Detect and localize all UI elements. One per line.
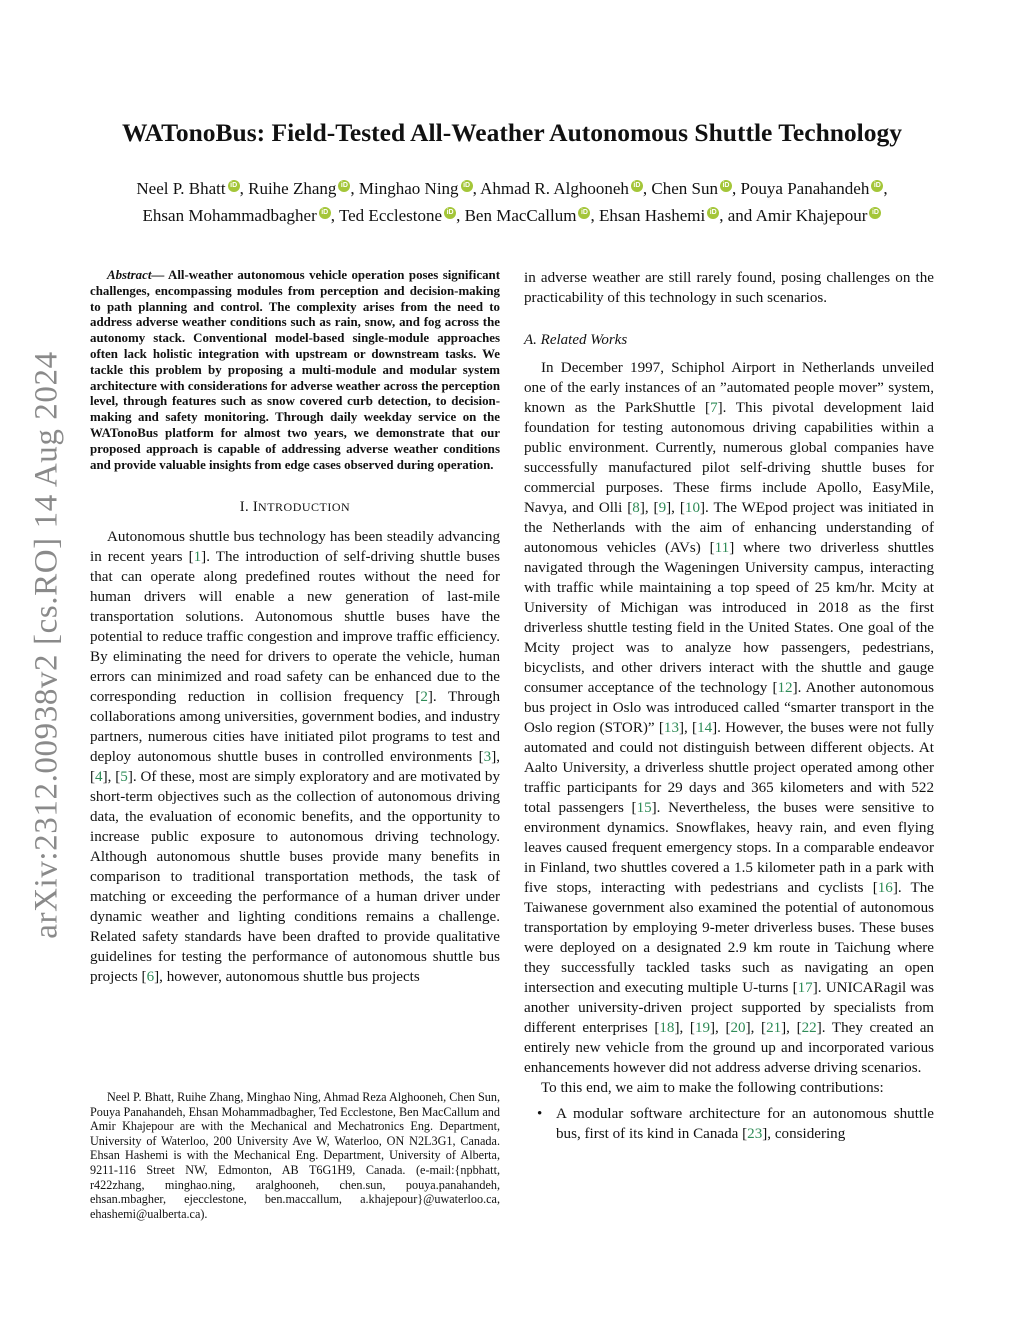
author-name: Pouya Panahandeh bbox=[740, 179, 870, 198]
abstract-text: All-weather autonomous vehicle operation poses significant challenges, encompassing modules from perception and decision-making to path planning and control. The complexity arises from the need to address adverse weather conditions such as rain, snow, and fog across the autonomy stack. Conventional model-based single-module approaches often lack holistic integration with upstream or downstream tasks. We tackle this problem by proposing a multi-module and modular system architecture with considerations for adverse weather across the perception level, through features such as snow covered curb detection, to decision-making and safety monitoring. Through daily weekday service on the WATonoBus platform for almost two years, we demonstrate that our proposed approach is capable of addressing adverse weather conditions and provide valuable insights from edge cases observed during operation. bbox=[90, 268, 500, 472]
author-list bbox=[70, 175, 954, 229]
text-run: ], [ bbox=[745, 1020, 767, 1036]
text-run: ]. Of these, most are simply exploratory and are motivated by short-term objectives such as the collection of autonomous driving data, the evaluation of economic benefits, and the opportunity to increase public exposure to autonomous driving technology. Although autonomous shuttle buses provide many benefits in comparison to traditional transportation methods, the task of matching or exceeding the performance of a human driver under dynamic weather and lighting conditions remains a challenge. Related safety standards have been drafted to provide qualitative guidelines for testing the performance of autonomous shuttle bus projects [ bbox=[90, 769, 500, 986]
bullet-text bbox=[556, 1106, 934, 1142]
text-run: ], [ bbox=[90, 749, 500, 786]
abstract-label: Abstract bbox=[107, 268, 152, 282]
left-column bbox=[90, 268, 500, 987]
citation-link[interactable]: 20 bbox=[730, 1020, 746, 1036]
text-run: ], [ bbox=[781, 1020, 802, 1036]
orcid-icon[interactable]: iD bbox=[338, 180, 350, 192]
author-separator: , bbox=[239, 179, 249, 198]
citation-link[interactable]: 14 bbox=[697, 720, 713, 736]
contributions-intro: To this end, we aim to make the following contributions: bbox=[541, 1080, 884, 1096]
related-works-paragraph bbox=[524, 358, 934, 1078]
author-separator: , bbox=[883, 179, 888, 198]
author-separator: , bbox=[456, 206, 465, 225]
subsection-heading-related-works: A. Related Works bbox=[524, 332, 628, 348]
text-run: ]. They created an entirely new vehicle from the ground up and incorporated various enhancements however did not address adverse driving scenarios. bbox=[524, 1020, 934, 1076]
citation-link[interactable]: 9 bbox=[658, 500, 667, 516]
text-run: ]. Nevertheless, the buses were sensitive to environment dynamics. Snowflakes, heavy rain, and even flying leaves caused frequent emergency stops. In a comparable endeavor in Finland, two shuttles covered a 1.5 kilometer path in a park with five stops, interacting with pedestrians and cyclists [ bbox=[524, 800, 934, 896]
citation-link[interactable]: 3 bbox=[483, 749, 492, 766]
author-name: Ehsan Hashemi bbox=[598, 206, 706, 225]
citation-link[interactable]: 12 bbox=[777, 680, 793, 696]
orcid-icon[interactable]: iD bbox=[707, 207, 719, 219]
citation-link[interactable]: 13 bbox=[663, 720, 679, 736]
citation-link[interactable]: 22 bbox=[801, 1020, 817, 1036]
citation-link[interactable]: 1 bbox=[193, 549, 202, 566]
section-title-first: I bbox=[252, 499, 259, 516]
orcid-icon[interactable]: iD bbox=[869, 207, 881, 219]
author-name: Ehsan Mohammadbagher bbox=[142, 206, 317, 225]
author-line-2 bbox=[70, 202, 954, 229]
text-run: ], [ bbox=[674, 1020, 695, 1036]
author-separator: , bbox=[731, 179, 741, 198]
author-separator: , bbox=[330, 206, 339, 225]
author-name: Minghao Ning bbox=[358, 179, 459, 198]
abstract bbox=[90, 268, 500, 473]
author-line-1 bbox=[70, 175, 954, 202]
citation-link[interactable]: 19 bbox=[694, 1020, 711, 1036]
author-name: Ted Ecclestone bbox=[338, 206, 443, 225]
author-separator: , bbox=[590, 206, 599, 225]
right-column bbox=[524, 268, 934, 1144]
intro-paragraph bbox=[90, 527, 500, 987]
citation-link[interactable]: 21 bbox=[766, 1020, 782, 1036]
section-number: I. bbox=[239, 499, 253, 516]
text-run: ]. The introduction of self-driving shuttle buses that can operate along predefined routes without the need for human drivers will enable a new generation of last-mile transportation solutions. Autonomous shuttle buses have the potential to reduce traffic congestion and improve traffic efficiency. By eliminating the need for drivers to operate the vehicle, human errors can minimized and road safety can be enhanced due to the corresponding reduction in collision frequency [ bbox=[90, 549, 500, 706]
text-run: ], [ bbox=[639, 500, 659, 516]
orcid-icon[interactable]: iD bbox=[578, 207, 590, 219]
citation-link[interactable]: 7 bbox=[710, 400, 718, 416]
citation-link[interactable]: 15 bbox=[636, 800, 652, 816]
author-separator: , bbox=[350, 179, 359, 198]
text-run: ]. The Taiwanese government also examined the potential of autonomous transportation by employing 9-meter driverless buses. These buses were deployed on a designated 2.9 km route in Taichung where they successfully tackled tasks such as navigating an open intersection and executing multiple U-turns [ bbox=[524, 880, 934, 996]
text-run: ], [ bbox=[710, 1020, 731, 1036]
text-run: ]. Through collaborations among universities, government bodies, and industry partners, numerous cities have initiated pilot programs to test and deploy autonomous shuttle buses in controlled environments [ bbox=[90, 689, 500, 766]
text-run: ], [ bbox=[102, 769, 121, 786]
text-run: ], considering bbox=[762, 1126, 846, 1142]
text-run: ], [ bbox=[678, 720, 698, 736]
text-run: ]. UNICARagil was another university-driven project supported by specialists from different enterprises [ bbox=[524, 980, 934, 1036]
text-run: ]. This pivotal development laid foundation for testing autonomous driving capabilities within a public environment. Currently, numerous global companies have successfully manufactured pilot self-driving shuttle buses for commercial purposes. These firms include Apollo, EasyMile, Navya, and Olli [ bbox=[524, 400, 935, 516]
citation-link[interactable]: 5 bbox=[120, 769, 128, 786]
author-separator: , bbox=[472, 179, 481, 198]
citation-link[interactable]: 11 bbox=[714, 540, 730, 556]
orcid-icon[interactable]: iD bbox=[444, 207, 456, 219]
text-run: Autonomous shuttle bus technology has been steadily advancing in recent years [ bbox=[90, 529, 500, 566]
orcid-icon[interactable]: iD bbox=[720, 180, 732, 192]
text-run: ]. Another autonomous bus project in Oslo was introduced called “smarter transport in the Oslo region (STOR)” [ bbox=[524, 680, 934, 736]
citation-link[interactable]: 23 bbox=[747, 1126, 763, 1142]
citation-link[interactable]: 6 bbox=[146, 969, 155, 986]
orcid-icon[interactable]: iD bbox=[461, 180, 473, 192]
author-name: Neel P. Bhatt bbox=[136, 179, 226, 198]
orcid-icon[interactable]: iD bbox=[228, 180, 240, 192]
text-run: ], however, autonomous shuttle bus projects bbox=[154, 969, 420, 986]
author-name: Chen Sun bbox=[651, 179, 718, 198]
text-run: ]. The WEpod project was initiated in the Netherlands with the aim of enhancing understanding of autonomous vehicles (AVs) [ bbox=[524, 500, 934, 556]
author-name: Ben MacCallum bbox=[464, 206, 577, 225]
intro-continuation: in adverse weather are still rarely found, posing challenges on the practicability of this technology in such scenarios. bbox=[524, 270, 934, 306]
citation-link[interactable]: 2 bbox=[420, 689, 428, 706]
text-run: In December 1997, Schiphol Airport in Netherlands unveiled one of the early instances of an ”automated people mover” system, known as the ParkShuttle [ bbox=[524, 360, 934, 416]
citation-link[interactable]: 8 bbox=[632, 500, 640, 516]
text-run: ], [ bbox=[666, 500, 685, 516]
citation-link[interactable]: 4 bbox=[95, 769, 103, 786]
arxiv-sidebar bbox=[24, 345, 70, 945]
citation-link[interactable]: 18 bbox=[659, 1020, 675, 1036]
orcid-icon[interactable]: iD bbox=[631, 180, 643, 192]
text-run: A modular software architecture for an autonomous shuttle bus, first of its kind in Canada [ bbox=[556, 1106, 934, 1142]
arxiv-identifier[interactable]: arXiv:2312.00938v2 [cs.RO] 14 Aug 2024 bbox=[28, 351, 65, 939]
text-run: ]. However, the buses were not fully automated and could not distinguish between different objects. At Aalto University, a driverless shuttle project operated among other traffic participants for 29 days and 365 kilometers and with 522 total passengers [ bbox=[524, 720, 934, 816]
orcid-icon[interactable]: iD bbox=[871, 180, 883, 192]
section-heading-introduction bbox=[90, 497, 500, 517]
section-title-rest: NTRODUCTION bbox=[258, 500, 351, 515]
abstract-dash: — bbox=[151, 268, 165, 282]
author-separator: , and bbox=[719, 206, 756, 225]
contribution-bullet bbox=[524, 1104, 934, 1144]
text-run: ] where two driverless shuttles navigated through the Wageningen University campus, interacting with traffic while maintaining a top speed of 25 km/hr. Mcity at University of Michigan was introduced in 2018 as the first driverless shuttle testing field in the United States. One goal of the Mcity project was to analyze how passengers, pedestrians, bicyclists, and other drivers interact with the shuttle and gauge consumer acceptance of the technology [ bbox=[524, 540, 935, 696]
author-name: Amir Khajepour bbox=[755, 206, 868, 225]
orcid-icon[interactable]: iD bbox=[319, 207, 331, 219]
citation-link[interactable]: 10 bbox=[684, 500, 700, 516]
paper-title: WATonoBus: Field-Tested All-Weather Autonomous Shuttle Technology bbox=[121, 118, 903, 147]
author-name: Ruihe Zhang bbox=[248, 179, 337, 198]
author-affiliation-footnote: Neel P. Bhatt, Ruihe Zhang, Minghao Ning, Ahmad Reza Alghooneh, Chen Sun, Pouya Panahandeh, Ehsan Mohammadbagher, Ted Ecclestone, Ben MacCallum and Amir Khajepour are with the Mechanical and Mechatronics Eng. Department, University of Waterloo, 200 University Ave W, Waterloo, ON N2L3G1, Canada. Ehsan Hashemi is with the Mechanical Eng. Department, University of Alberta, 9211-116 Street NW, Edmonton, AB T6G1H9, Canada. (e-mail:{npbhatt, r422zhang, minghao.ning, aralghooneh, chen.sun, pouya.panahandeh, ehsan.mbagher, ejecclestone, ben.maccallum, a.khajepour}@uwaterloo.ca, ehashemi@ualberta.ca). bbox=[90, 1090, 501, 1221]
bullet-dot: • bbox=[537, 1106, 543, 1122]
author-name: Ahmad R. Alghooneh bbox=[480, 179, 629, 198]
author-separator: , bbox=[642, 179, 652, 198]
citation-link[interactable]: 17 bbox=[797, 980, 813, 996]
citation-link[interactable]: 16 bbox=[877, 880, 893, 896]
